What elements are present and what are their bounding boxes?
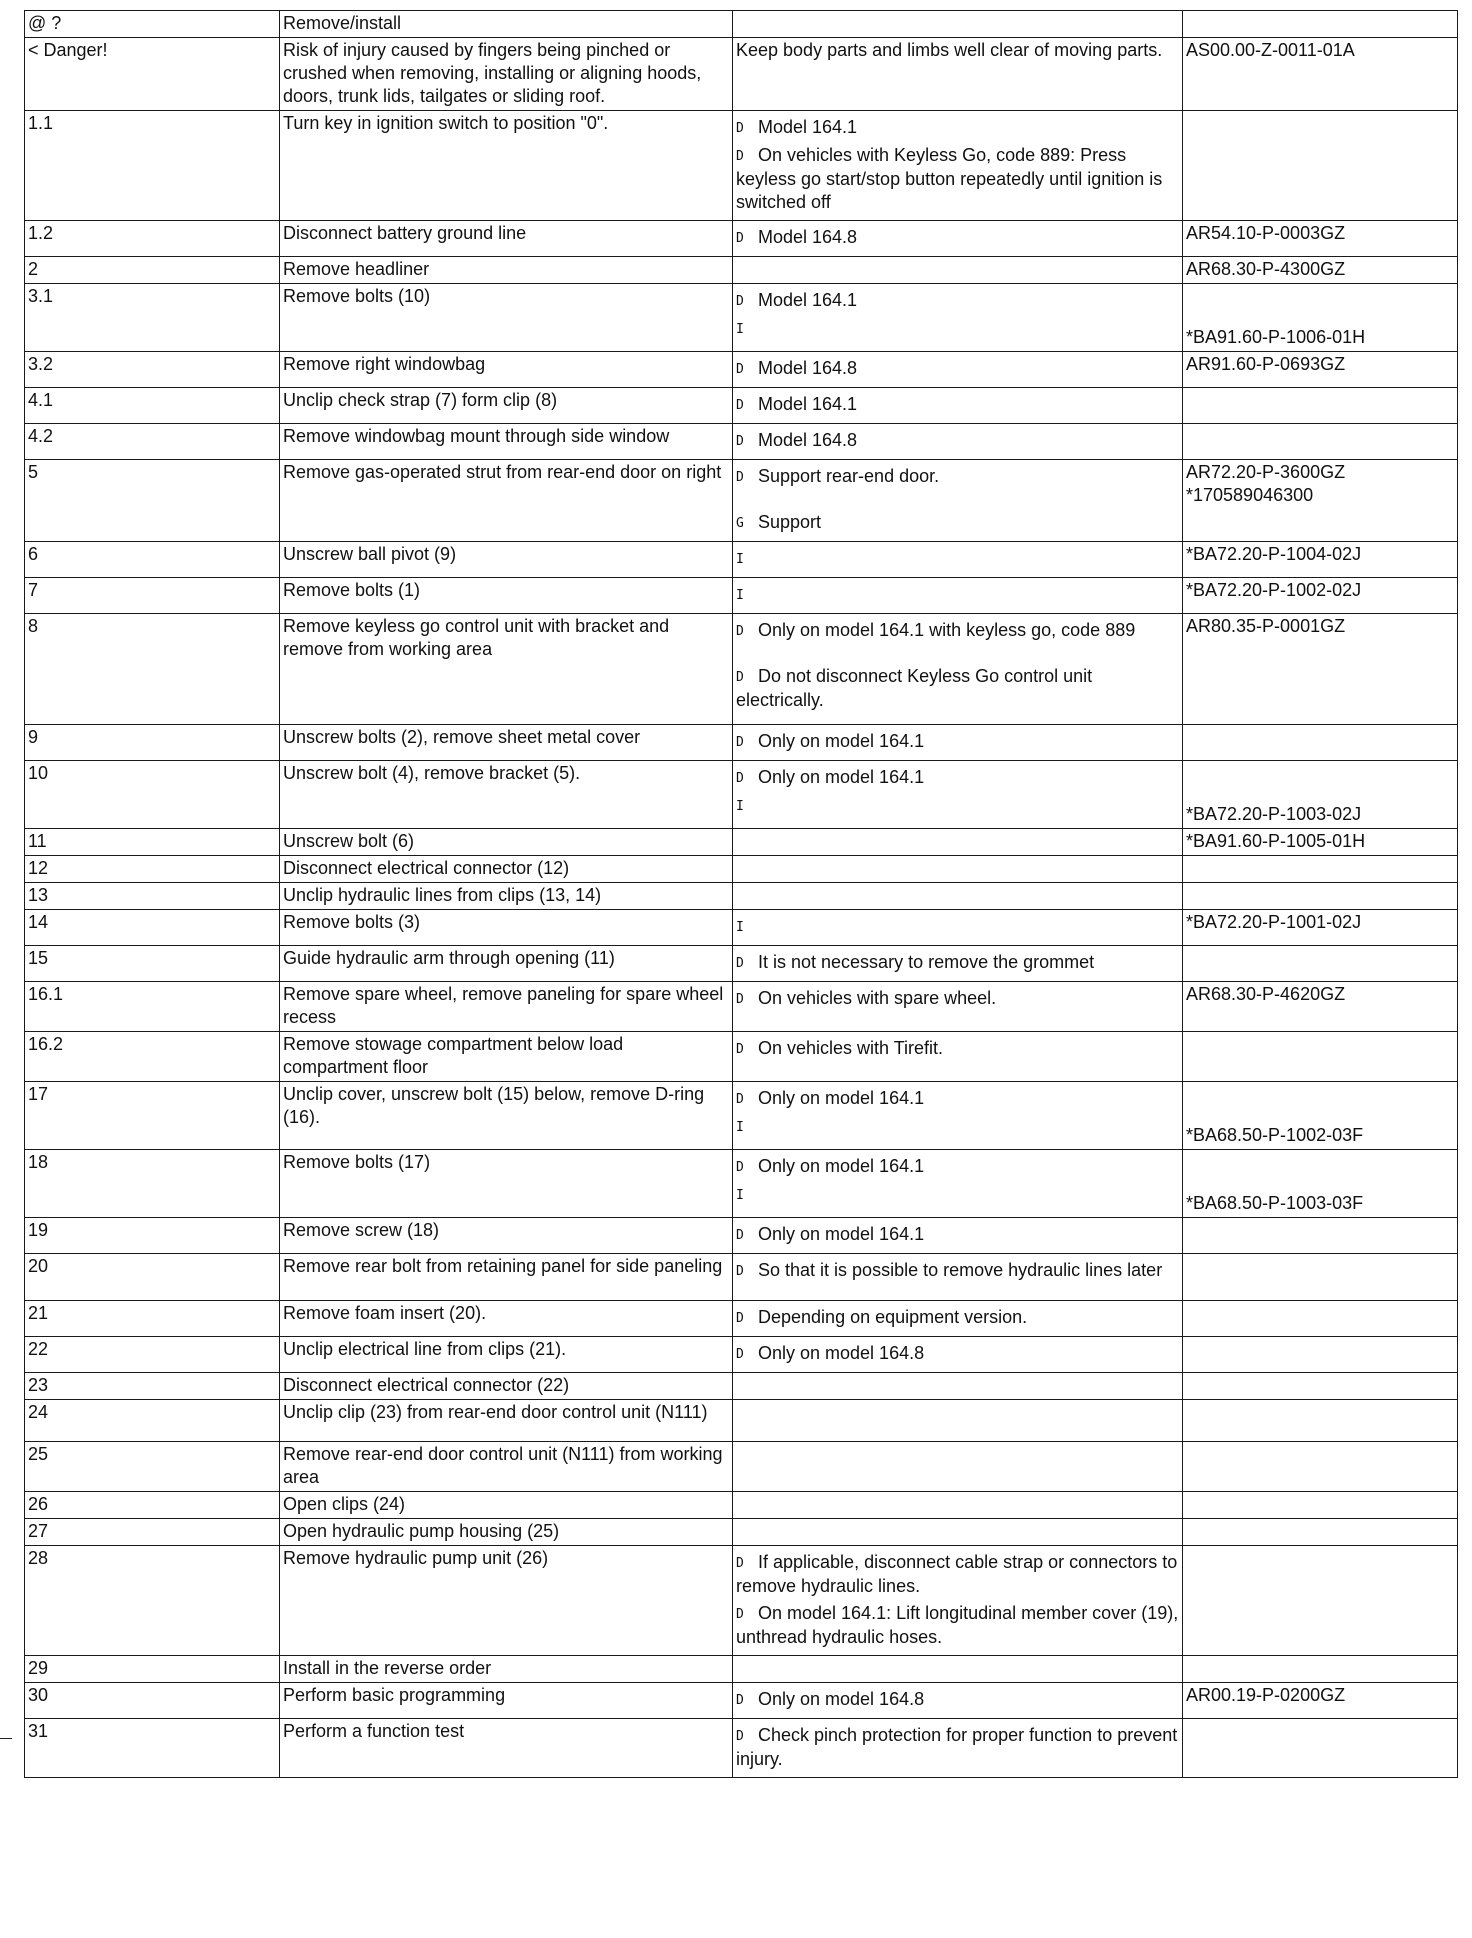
note-symbol: D bbox=[736, 771, 744, 786]
step-refs bbox=[1183, 1492, 1458, 1519]
header-empty-notes bbox=[733, 11, 1183, 38]
step-refs bbox=[1183, 614, 1458, 725]
note-text: On vehicles with Tirefit. bbox=[758, 1038, 944, 1058]
note-line bbox=[736, 357, 1179, 381]
note-text: If applicable, disconnect cable strap or connectors to remove hydraulic lines. bbox=[736, 1552, 1178, 1596]
step-number: 27 bbox=[25, 1519, 280, 1546]
step-action: Remove keyless go control unit with bracket and remove from working area bbox=[280, 614, 733, 725]
note-line bbox=[736, 987, 1179, 1011]
step-action: Remove bolts (3) bbox=[280, 910, 733, 946]
step-action: Disconnect battery ground line bbox=[280, 221, 733, 257]
step-action: Unclip hydraulic lines from clips (13, 14) bbox=[280, 883, 733, 910]
note-symbol: D bbox=[736, 1228, 744, 1243]
note-text: On vehicles with spare wheel. bbox=[758, 988, 997, 1008]
step-refs bbox=[1183, 1337, 1458, 1373]
reference-code: *BA91.60-P-1005-01H bbox=[1186, 831, 1366, 851]
step-action: Remove rear bolt from retaining panel for side paneling bbox=[280, 1254, 733, 1301]
step-action: Unscrew bolt (6) bbox=[280, 829, 733, 856]
step-refs bbox=[1183, 946, 1458, 982]
step-action: Unclip cover, unscrew bolt (15) below, remove D-ring (16). bbox=[280, 1082, 733, 1150]
step-number: 5 bbox=[25, 460, 280, 542]
step-action: Unscrew bolt (4), remove bracket (5). bbox=[280, 761, 733, 829]
step-refs bbox=[1183, 460, 1458, 542]
reference-code: AR91.60-P-0693GZ bbox=[1186, 354, 1346, 374]
reference-code: AR54.10-P-0003GZ bbox=[1186, 223, 1346, 243]
step-number: 29 bbox=[25, 1656, 280, 1683]
note-text: Only on model 164.1 bbox=[758, 767, 925, 787]
step-notes bbox=[733, 1150, 1183, 1218]
step-refs bbox=[1183, 1442, 1458, 1492]
step-row bbox=[25, 910, 1458, 946]
note-text: On vehicles with Keyless Go, code 889: Press keyless go start/stop button repeatedly until ignition is switched off bbox=[736, 145, 1163, 212]
reference-code: *BA72.20-P-1003-02J bbox=[1186, 804, 1362, 824]
step-row bbox=[25, 1218, 1458, 1254]
note-text: Only on model 164.1 bbox=[758, 1156, 925, 1176]
step-action: Remove bolts (1) bbox=[280, 578, 733, 614]
note-symbol: D bbox=[736, 398, 744, 413]
note-text: Only on model 164.8 bbox=[758, 1689, 925, 1709]
note-symbol: I bbox=[736, 920, 744, 935]
step-notes bbox=[733, 1719, 1183, 1778]
step-number: 26 bbox=[25, 1492, 280, 1519]
step-action: Remove gas-operated strut from rear-end door on right bbox=[280, 460, 733, 542]
step-number: 6 bbox=[25, 542, 280, 578]
step-notes bbox=[733, 1082, 1183, 1150]
step-action: Turn key in ignition switch to position "0". bbox=[280, 111, 733, 221]
reference-code: AR00.19-P-0200GZ bbox=[1186, 1685, 1346, 1705]
note-line bbox=[736, 1724, 1179, 1771]
step-number: 30 bbox=[25, 1683, 280, 1719]
step-row bbox=[25, 982, 1458, 1032]
step-refs bbox=[1183, 1254, 1458, 1301]
danger-measure: Keep body parts and limbs well clear of moving parts. bbox=[733, 38, 1183, 111]
step-row bbox=[25, 1400, 1458, 1442]
step-refs bbox=[1183, 284, 1458, 352]
note-line bbox=[736, 951, 1179, 975]
step-row bbox=[25, 388, 1458, 424]
note-symbol: D bbox=[736, 1556, 744, 1571]
note-line bbox=[736, 547, 1179, 571]
reference-code: AR68.30-P-4620GZ bbox=[1186, 984, 1346, 1004]
note-symbol: D bbox=[736, 362, 744, 377]
step-refs bbox=[1183, 542, 1458, 578]
step-action: Unscrew ball pivot (9) bbox=[280, 542, 733, 578]
note-symbol: D bbox=[736, 470, 744, 485]
note-line bbox=[736, 393, 1179, 417]
note-symbol: D bbox=[736, 1729, 744, 1744]
note-symbol: D bbox=[736, 670, 744, 685]
step-number: 19 bbox=[25, 1218, 280, 1254]
reference-code: AR72.20-P-3600GZ bbox=[1186, 462, 1346, 482]
step-notes bbox=[733, 1656, 1183, 1683]
note-text: Model 164.8 bbox=[758, 430, 858, 450]
note-symbol: D bbox=[736, 294, 744, 309]
step-refs bbox=[1183, 1683, 1458, 1719]
note-text: Support bbox=[758, 512, 822, 532]
step-number: 17 bbox=[25, 1082, 280, 1150]
note-symbol: D bbox=[736, 231, 744, 246]
step-number: 16.2 bbox=[25, 1032, 280, 1082]
step-action: Remove spare wheel, remove paneling for spare wheel recess bbox=[280, 982, 733, 1032]
step-notes bbox=[733, 1373, 1183, 1400]
step-notes bbox=[733, 725, 1183, 761]
step-refs bbox=[1183, 829, 1458, 856]
reference-code: *170589046300 bbox=[1186, 485, 1314, 505]
step-row bbox=[25, 1082, 1458, 1150]
step-notes bbox=[733, 460, 1183, 542]
step-action: Perform a function test bbox=[280, 1719, 733, 1778]
note-text: Only on model 164.8 bbox=[758, 1343, 925, 1363]
step-row bbox=[25, 883, 1458, 910]
step-notes bbox=[733, 883, 1183, 910]
step-action: Unscrew bolts (2), remove sheet metal cover bbox=[280, 725, 733, 761]
note-symbol: I bbox=[736, 1188, 744, 1203]
step-action: Remove headliner bbox=[280, 257, 733, 284]
step-refs bbox=[1183, 883, 1458, 910]
step-number: 14 bbox=[25, 910, 280, 946]
note-text: So that it is possible to remove hydraulic lines later bbox=[758, 1260, 1163, 1280]
step-action: Guide hydraulic arm through opening (11) bbox=[280, 946, 733, 982]
step-number: 21 bbox=[25, 1301, 280, 1337]
step-notes bbox=[733, 424, 1183, 460]
step-row bbox=[25, 352, 1458, 388]
note-text: On model 164.1: Lift longitudinal member cover (19), unthread hydraulic hoses. bbox=[736, 1603, 1179, 1647]
note-line bbox=[736, 1183, 1179, 1207]
step-number: 18 bbox=[25, 1150, 280, 1218]
note-line bbox=[736, 730, 1179, 754]
note-symbol: D bbox=[736, 735, 744, 750]
step-notes bbox=[733, 1546, 1183, 1656]
note-line bbox=[736, 1087, 1179, 1111]
step-refs bbox=[1183, 982, 1458, 1032]
note-line bbox=[736, 665, 1179, 712]
note-symbol: D bbox=[736, 624, 744, 639]
step-notes bbox=[733, 578, 1183, 614]
note-line bbox=[736, 465, 1179, 489]
step-number: 3.1 bbox=[25, 284, 280, 352]
note-symbol: D bbox=[736, 1092, 744, 1107]
step-notes bbox=[733, 614, 1183, 725]
step-notes bbox=[733, 1254, 1183, 1301]
step-notes bbox=[733, 352, 1183, 388]
note-line bbox=[736, 226, 1179, 250]
step-refs bbox=[1183, 1519, 1458, 1546]
danger-label: < Danger! bbox=[25, 38, 280, 111]
note-symbol: D bbox=[736, 1693, 744, 1708]
step-number: 15 bbox=[25, 946, 280, 982]
step-action: Remove foam insert (20). bbox=[280, 1301, 733, 1337]
note-symbol: D bbox=[736, 434, 744, 449]
step-action: Unclip check strap (7) form clip (8) bbox=[280, 388, 733, 424]
step-refs bbox=[1183, 1032, 1458, 1082]
step-row bbox=[25, 761, 1458, 829]
step-row bbox=[25, 1337, 1458, 1373]
note-line bbox=[736, 1223, 1179, 1247]
step-notes bbox=[733, 1218, 1183, 1254]
step-notes bbox=[733, 542, 1183, 578]
note-text: Model 164.1 bbox=[758, 117, 858, 137]
step-number: 11 bbox=[25, 829, 280, 856]
step-number: 7 bbox=[25, 578, 280, 614]
step-number: 4.1 bbox=[25, 388, 280, 424]
step-refs bbox=[1183, 1218, 1458, 1254]
step-notes bbox=[733, 910, 1183, 946]
step-number: 25 bbox=[25, 1442, 280, 1492]
danger-risk: Risk of injury caused by fingers being pinched or crushed when removing, installing or aligning hoods, doors, trunk lids, tailgates or sliding roof. bbox=[280, 38, 733, 111]
step-row bbox=[25, 1519, 1458, 1546]
step-row bbox=[25, 614, 1458, 725]
note-text: Depending on equipment version. bbox=[758, 1307, 1028, 1327]
note-text: Check pinch protection for proper function to prevent injury. bbox=[736, 1725, 1178, 1769]
note-text: Model 164.1 bbox=[758, 290, 858, 310]
step-row bbox=[25, 1683, 1458, 1719]
step-number: 2 bbox=[25, 257, 280, 284]
note-symbol: D bbox=[736, 1311, 744, 1326]
reference-code bbox=[1186, 762, 1454, 785]
step-action: Disconnect electrical connector (12) bbox=[280, 856, 733, 883]
step-row bbox=[25, 1442, 1458, 1492]
note-line bbox=[736, 116, 1179, 140]
note-text: Model 164.8 bbox=[758, 358, 858, 378]
step-notes bbox=[733, 1442, 1183, 1492]
note-line bbox=[736, 1602, 1179, 1649]
reference-code: *BA91.60-P-1006-01H bbox=[1186, 327, 1366, 347]
step-notes bbox=[733, 221, 1183, 257]
note-line bbox=[736, 794, 1179, 818]
step-refs bbox=[1183, 352, 1458, 388]
note-line bbox=[736, 429, 1179, 453]
step-notes bbox=[733, 1032, 1183, 1082]
reference-code: *BA72.20-P-1002-02J bbox=[1186, 580, 1362, 600]
step-action: Remove right windowbag bbox=[280, 352, 733, 388]
note-line bbox=[736, 1037, 1179, 1061]
step-number: 13 bbox=[25, 883, 280, 910]
note-line bbox=[736, 1155, 1179, 1179]
step-refs bbox=[1183, 725, 1458, 761]
step-notes bbox=[733, 982, 1183, 1032]
step-refs bbox=[1183, 761, 1458, 829]
step-notes bbox=[733, 284, 1183, 352]
step-action: Remove bolts (10) bbox=[280, 284, 733, 352]
step-row bbox=[25, 257, 1458, 284]
step-notes bbox=[733, 946, 1183, 982]
step-number: 20 bbox=[25, 1254, 280, 1301]
header-row bbox=[25, 11, 1458, 38]
step-action: Unclip electrical line from clips (21). bbox=[280, 1337, 733, 1373]
step-row bbox=[25, 946, 1458, 982]
step-refs bbox=[1183, 257, 1458, 284]
step-refs bbox=[1183, 221, 1458, 257]
note-line bbox=[736, 511, 1179, 535]
header-empty-refs bbox=[1183, 11, 1458, 38]
step-row bbox=[25, 284, 1458, 352]
step-notes bbox=[733, 1519, 1183, 1546]
reference-code: *BA72.20-P-1001-02J bbox=[1186, 912, 1362, 932]
step-action: Remove stowage compartment below load compartment floor bbox=[280, 1032, 733, 1082]
note-symbol: D bbox=[736, 1347, 744, 1362]
step-refs bbox=[1183, 1082, 1458, 1150]
note-symbol: D bbox=[736, 121, 744, 136]
note-line bbox=[736, 1342, 1179, 1366]
step-number: 10 bbox=[25, 761, 280, 829]
note-symbol: I bbox=[736, 552, 744, 567]
reference-code: *BA72.20-P-1004-02J bbox=[1186, 544, 1362, 564]
step-row bbox=[25, 1254, 1458, 1301]
note-symbol: D bbox=[736, 1264, 744, 1279]
step-refs bbox=[1183, 1150, 1458, 1218]
step-refs bbox=[1183, 1719, 1458, 1778]
step-notes bbox=[733, 1492, 1183, 1519]
step-notes bbox=[733, 761, 1183, 829]
note-symbol: D bbox=[736, 1042, 744, 1057]
step-row bbox=[25, 829, 1458, 856]
step-row bbox=[25, 1373, 1458, 1400]
reference-code bbox=[1186, 1083, 1454, 1106]
step-action: Remove hydraulic pump unit (26) bbox=[280, 1546, 733, 1656]
step-number: 22 bbox=[25, 1337, 280, 1373]
danger-row bbox=[25, 38, 1458, 111]
step-number: 12 bbox=[25, 856, 280, 883]
step-action: Open hydraulic pump housing (25) bbox=[280, 1519, 733, 1546]
step-number: 3.2 bbox=[25, 352, 280, 388]
step-number: 1.2 bbox=[25, 221, 280, 257]
note-line bbox=[736, 144, 1179, 214]
step-action: Unclip clip (23) from rear-end door control unit (N111) bbox=[280, 1400, 733, 1442]
step-number: 23 bbox=[25, 1373, 280, 1400]
note-symbol: D bbox=[736, 992, 744, 1007]
step-row bbox=[25, 1719, 1458, 1778]
note-line bbox=[736, 1306, 1179, 1330]
step-refs bbox=[1183, 578, 1458, 614]
reference-code: AR68.30-P-4300GZ bbox=[1186, 259, 1346, 279]
step-notes bbox=[733, 111, 1183, 221]
note-text: Support rear-end door. bbox=[758, 466, 940, 486]
step-refs bbox=[1183, 1373, 1458, 1400]
note-line bbox=[736, 915, 1179, 939]
reference-code: *BA68.50-P-1003-03F bbox=[1186, 1193, 1364, 1213]
step-row bbox=[25, 424, 1458, 460]
step-row bbox=[25, 1656, 1458, 1683]
note-line bbox=[736, 317, 1179, 341]
step-action: Remove rear-end door control unit (N111) from working area bbox=[280, 1442, 733, 1492]
step-row bbox=[25, 1301, 1458, 1337]
step-refs bbox=[1183, 1400, 1458, 1442]
step-row bbox=[25, 111, 1458, 221]
note-symbol: I bbox=[736, 322, 744, 337]
margin-mark bbox=[0, 1738, 12, 1739]
step-number: 4.2 bbox=[25, 424, 280, 460]
reference-code bbox=[1186, 285, 1454, 308]
step-row bbox=[25, 578, 1458, 614]
step-number: 28 bbox=[25, 1546, 280, 1656]
danger-ref: AS00.00-Z-0011-01A bbox=[1183, 38, 1458, 111]
step-action: Open clips (24) bbox=[280, 1492, 733, 1519]
step-action: Remove bolts (17) bbox=[280, 1150, 733, 1218]
step-row bbox=[25, 460, 1458, 542]
header-symbols: @ ? bbox=[25, 11, 280, 38]
step-row bbox=[25, 221, 1458, 257]
header-title: Remove/install bbox=[280, 11, 733, 38]
step-notes bbox=[733, 829, 1183, 856]
step-action: Disconnect electrical connector (22) bbox=[280, 1373, 733, 1400]
step-action: Remove windowbag mount through side window bbox=[280, 424, 733, 460]
note-line bbox=[736, 1259, 1179, 1283]
step-notes bbox=[733, 388, 1183, 424]
step-refs bbox=[1183, 856, 1458, 883]
reference-code bbox=[1186, 1151, 1454, 1174]
step-notes bbox=[733, 1400, 1183, 1442]
step-row bbox=[25, 542, 1458, 578]
note-symbol: D bbox=[736, 149, 744, 164]
note-text: Only on model 164.1 bbox=[758, 1088, 925, 1108]
step-number: 9 bbox=[25, 725, 280, 761]
note-symbol: I bbox=[736, 799, 744, 814]
step-number: 24 bbox=[25, 1400, 280, 1442]
step-number: 8 bbox=[25, 614, 280, 725]
step-action: Remove screw (18) bbox=[280, 1218, 733, 1254]
note-text: Only on model 164.1 with keyless go, code 889 bbox=[758, 620, 1136, 640]
note-text: Only on model 164.1 bbox=[758, 731, 925, 751]
step-row bbox=[25, 856, 1458, 883]
note-text: It is not necessary to remove the grommet bbox=[758, 952, 1095, 972]
note-line bbox=[736, 289, 1179, 313]
note-symbol: D bbox=[736, 1160, 744, 1175]
step-refs bbox=[1183, 388, 1458, 424]
step-refs bbox=[1183, 111, 1458, 221]
step-refs bbox=[1183, 1546, 1458, 1656]
note-symbol: D bbox=[736, 956, 744, 971]
step-refs bbox=[1183, 1301, 1458, 1337]
note-symbol: G bbox=[736, 516, 744, 531]
step-action: Install in the reverse order bbox=[280, 1656, 733, 1683]
note-text: Model 164.1 bbox=[758, 394, 858, 414]
step-action: Perform basic programming bbox=[280, 1683, 733, 1719]
step-row bbox=[25, 1492, 1458, 1519]
note-line bbox=[736, 619, 1179, 643]
step-row bbox=[25, 725, 1458, 761]
note-line bbox=[736, 766, 1179, 790]
step-row bbox=[25, 1150, 1458, 1218]
step-notes bbox=[733, 1683, 1183, 1719]
step-row bbox=[25, 1032, 1458, 1082]
note-line bbox=[736, 583, 1179, 607]
note-line bbox=[736, 1115, 1179, 1139]
step-notes bbox=[733, 257, 1183, 284]
reference-code: *BA68.50-P-1002-03F bbox=[1186, 1125, 1364, 1145]
reference-code: AR80.35-P-0001GZ bbox=[1186, 616, 1346, 636]
note-line bbox=[736, 1551, 1179, 1598]
note-text: Model 164.8 bbox=[758, 227, 858, 247]
note-symbol: D bbox=[736, 1607, 744, 1622]
step-row bbox=[25, 1546, 1458, 1656]
step-number: 31 bbox=[25, 1719, 280, 1778]
step-notes bbox=[733, 1337, 1183, 1373]
step-number: 1.1 bbox=[25, 111, 280, 221]
procedure-table bbox=[24, 10, 1458, 1778]
note-line bbox=[736, 1688, 1179, 1712]
note-symbol: I bbox=[736, 588, 744, 603]
note-text: Only on model 164.1 bbox=[758, 1224, 925, 1244]
note-symbol: I bbox=[736, 1120, 744, 1135]
step-number: 16.1 bbox=[25, 982, 280, 1032]
step-notes bbox=[733, 856, 1183, 883]
step-refs bbox=[1183, 910, 1458, 946]
step-notes bbox=[733, 1301, 1183, 1337]
note-text: Do not disconnect Keyless Go control unit electrically. bbox=[736, 666, 1093, 710]
step-refs bbox=[1183, 424, 1458, 460]
step-refs bbox=[1183, 1656, 1458, 1683]
